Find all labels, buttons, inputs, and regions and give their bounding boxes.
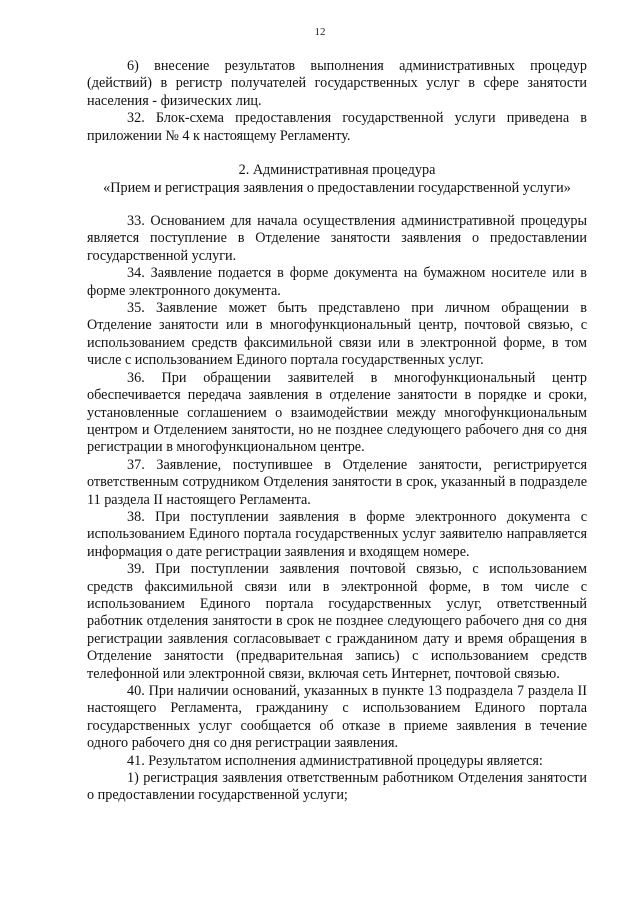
paragraph-item-6: 6) внесение результатов выполнения административных процедур (действий) в регистр получателей государственных услуг в сфере занятости населения - физических лиц.: [87, 58, 587, 109]
section-subtitle: «Прием и регистрация заявления о предоставлении государственной услуги»: [103, 180, 571, 197]
section-title: 2. Административная процедура: [238, 162, 436, 179]
paragraph-40: 40. При наличии оснований, указанных в пункте 13 подраздела 7 раздела II настоящего Регламента, гражданину с использованием Единого портала государственных услуг сообщается об отказе в приеме заявления в течение одного рабочего дня со дня регистрации заявления.: [87, 683, 587, 752]
paragraph-34: 34. Заявление подается в форме документа на бумажном носителе или в форме электронного документа.: [87, 265, 587, 299]
paragraph-41: 41. Результатом исполнения административной процедуры является:: [127, 752, 543, 769]
paragraph-38: 38. При поступлении заявления в форме электронного документа с использованием Единого портала государственных услуг заявителю направляется информация о дате регистрации заявления и входящем номере.: [87, 508, 587, 560]
paragraph-37: 37. Заявление, поступившее в Отделение занятости, регистрируется ответственным сотрудником Отделения занятости в срок, указанный в подразделе 11 раздела II настоящего Регламента.: [87, 456, 587, 508]
paragraph-32: 32. Блок-схема предоставления государственной услуги приведена в приложении № 4 к настоящему Регламенту.: [87, 110, 587, 144]
document-body: [87, 58, 587, 805]
paragraph-41-item-1: 1) регистрация заявления ответственным работником Отделения занятости о предоставлении государственной услуги;: [87, 770, 587, 804]
paragraph-33: 33. Основанием для начала осуществления административной процедуры является поступление в Отделение занятости заявления о предоставлении государственной услуги.: [87, 213, 587, 264]
page-number: 12: [314, 26, 326, 38]
paragraph-39: 39. При поступлении заявления почтовой связью, с использованием средств факсимильной связи или в электронной форме, в том числе с использованием Единого портала государственных услуг, ответственный работник отделения занятости в срок не позднее следующего рабочего дня со дня регистрации заявления согласовывает с гражданином дату и время обращения в Отделение занятости (предварительная запись) с использованием средств телефонной или электронной связи, включая сеть Интернет, почтовой связью.: [87, 561, 587, 682]
paragraph-36: 36. При обращении заявителей в многофункциональный центр обеспечивается передача заявления в отделение занятости в порядке и сроки, установленные соглашением о взаимодействии между многофункциональным центром и Отделением занятости, но не позднее следующего рабочего дня со дня регистрации в многофункциональном центре.: [87, 369, 587, 456]
paragraph-35: 35. Заявление может быть представлено при личном обращении в Отделение занятости или в многофункциональный центр, почтовой связью, с использованием средств факсимильной связи или в электронной форме, в том числе с использованием Единого портала государственных услуг.: [87, 300, 587, 369]
section-heading: [87, 161, 587, 197]
